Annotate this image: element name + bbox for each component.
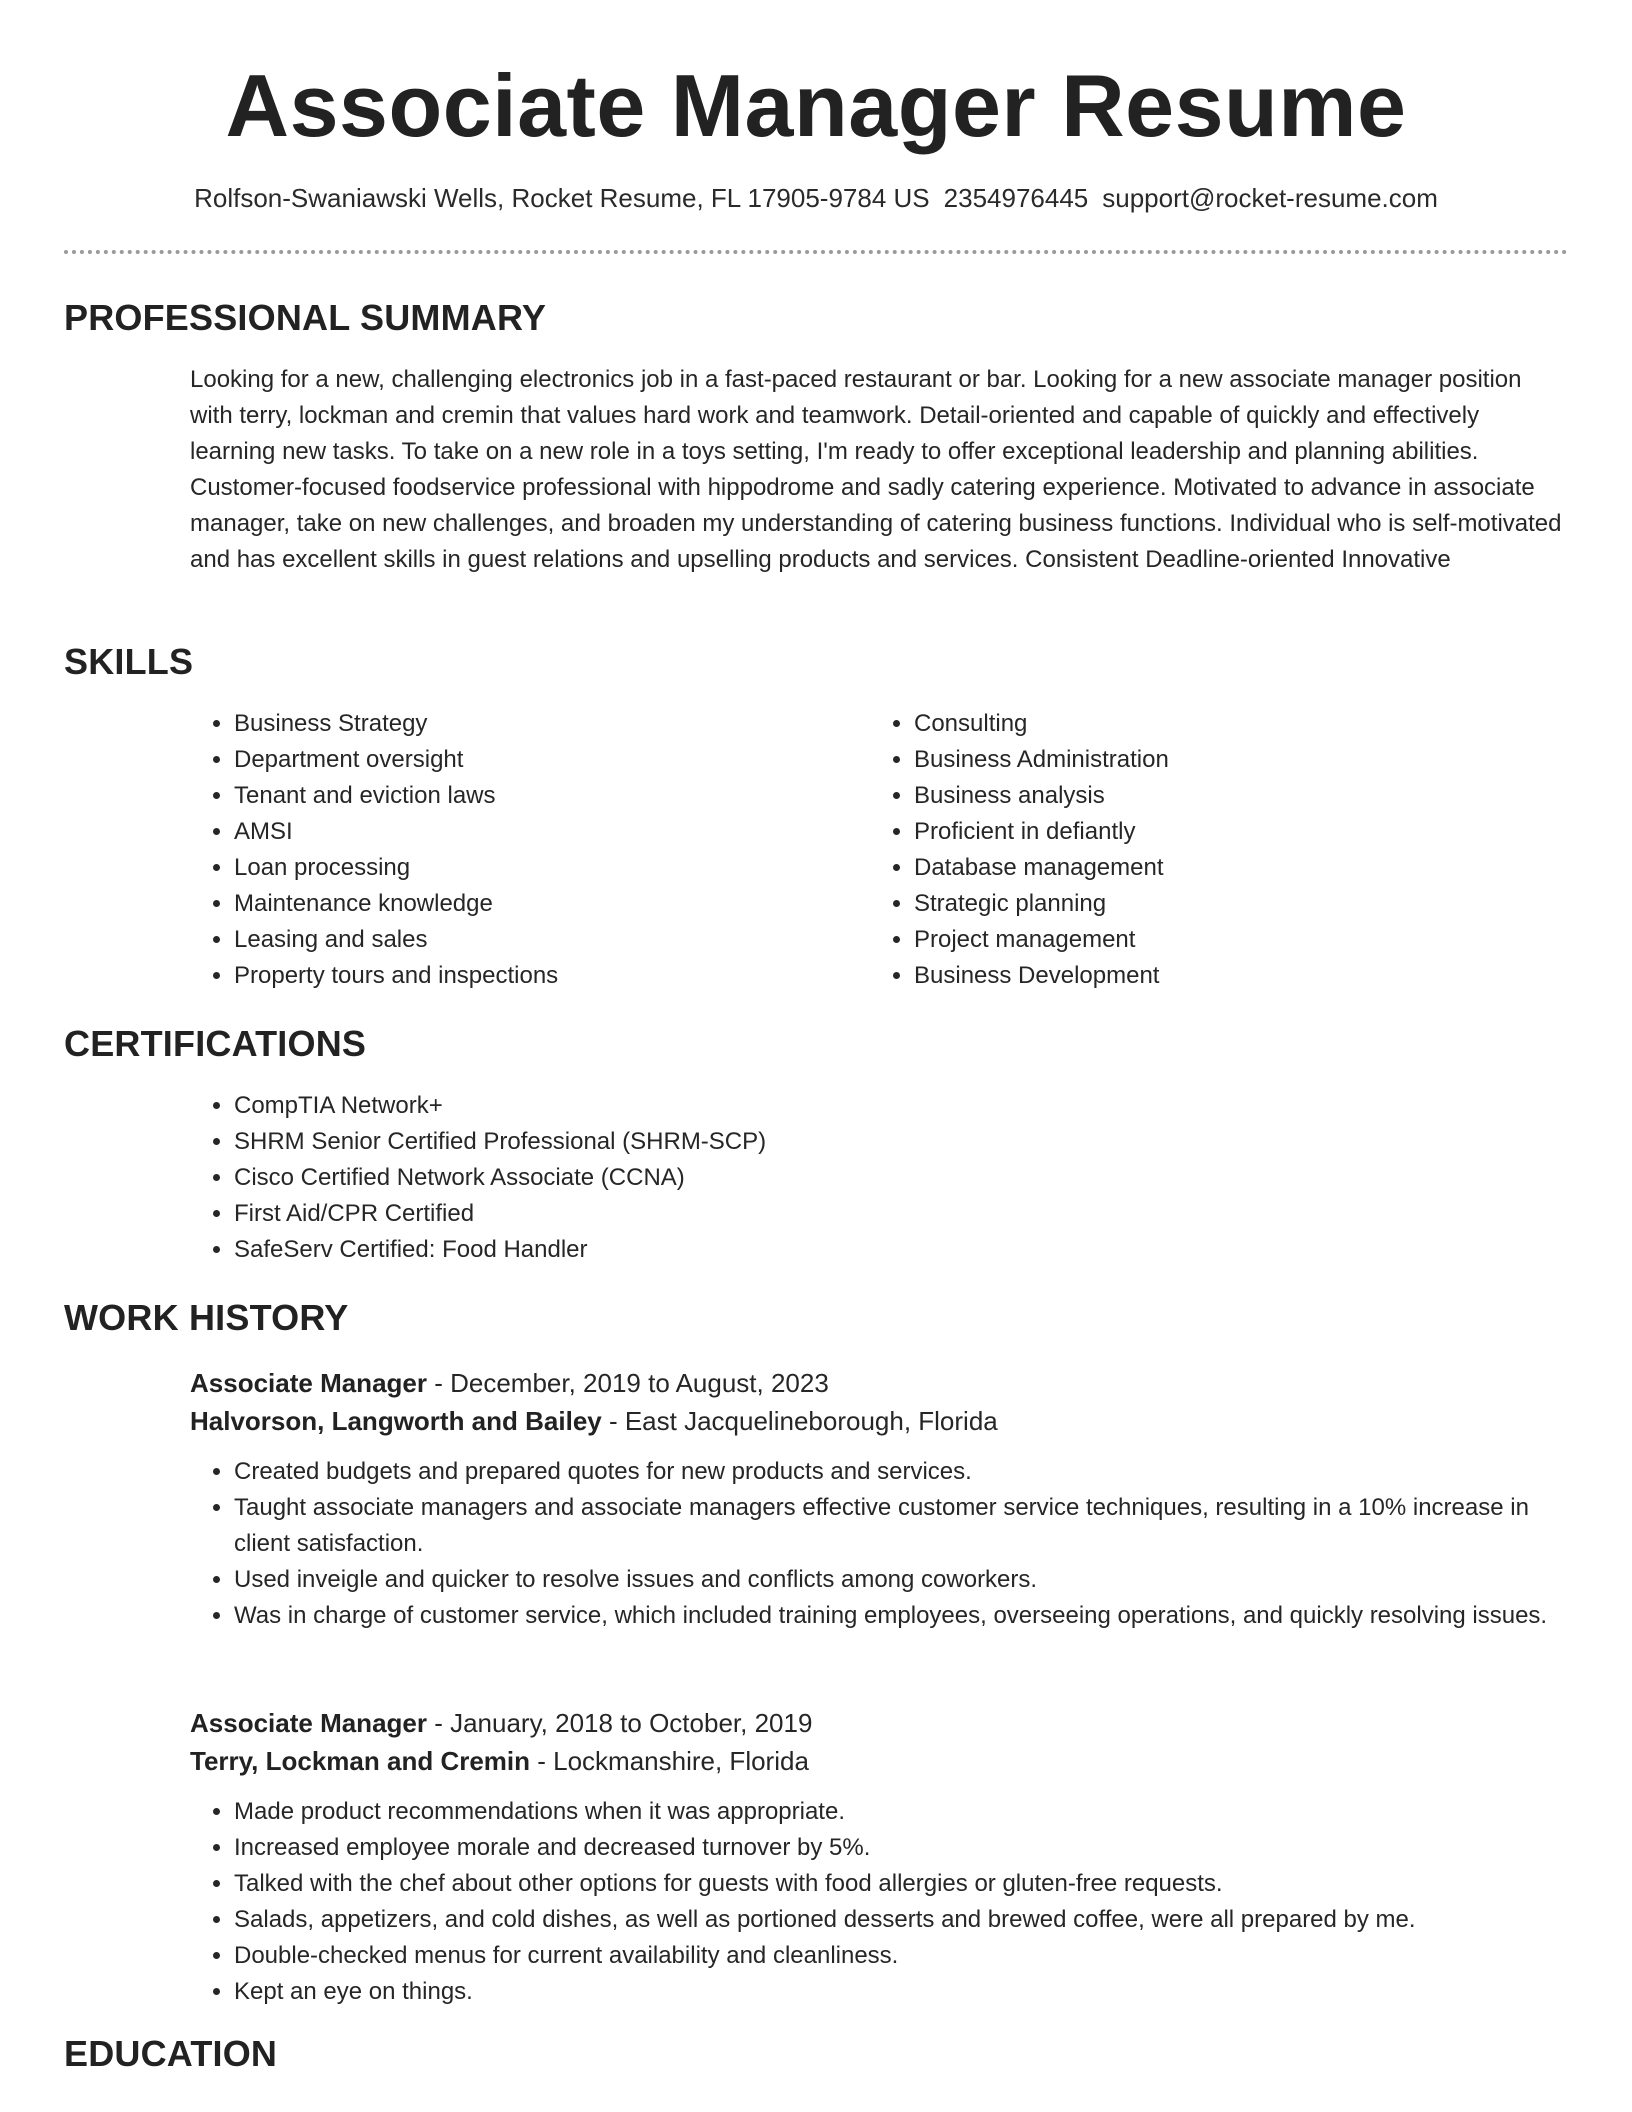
skill-item: • Project management <box>914 922 1510 958</box>
skill-item: • Maintenance knowledge <box>234 886 830 922</box>
job-duty: • Double-checked menus for current availability and cleanliness. <box>234 1938 1570 1974</box>
contact-email: support@rocket-resume.com <box>1102 183 1438 213</box>
job-duty: • Taught associate managers and associate managers effective customer service techniques, resulting in a 10% increase in client satisfaction. <box>234 1490 1570 1562</box>
education-heading: EDUCATION <box>64 2033 278 2074</box>
skill-item: • Department oversight <box>234 742 830 778</box>
job-duty: • Used inveigle and quicker to resolve issues and conflicts among coworkers. <box>234 1562 1570 1598</box>
certifications-list <box>190 1088 1390 1268</box>
job-duty: • Was in charge of customer service, which included training employees, overseeing operations, and quickly resolving issues. <box>234 1598 1570 1634</box>
job-duty: • Increased employee morale and decreased turnover by 5%. <box>234 1830 1570 1866</box>
certification-item: • SafeServ Certified: Food Handler <box>234 1232 1390 1268</box>
skill-item: • Business analysis <box>914 778 1510 814</box>
skill-item: • Business Strategy <box>234 706 830 742</box>
certification-item: • SHRM Senior Certified Professional (SHRM-SCP) <box>234 1124 1390 1160</box>
contact-address: Rolfson-Swaniawski Wells, Rocket Resume, FL 17905-9784 US <box>194 183 930 213</box>
job-entry <box>190 1704 1570 2010</box>
job-entry <box>190 1364 1570 1634</box>
certification-item: • Cisco Certified Network Associate (CCNA) <box>234 1160 1390 1196</box>
skill-item: • Business Development <box>914 958 1510 994</box>
job-duty: • Created budgets and prepared quotes for new products and services. <box>234 1454 1570 1490</box>
summary-heading: PROFESSIONAL SUMMARY <box>64 297 547 338</box>
job-dates: - January, 2018 to October, 2019 <box>426 1708 813 1738</box>
job-title-line <box>190 1364 1570 1402</box>
job-title-line <box>190 1704 1570 1742</box>
skill-item: • Loan processing <box>234 850 830 886</box>
job-title: Associate Manager <box>190 1368 427 1398</box>
skill-item: • AMSI <box>234 814 830 850</box>
job-duty: • Made product recommendations when it was appropriate. <box>234 1794 1570 1830</box>
job-company-line <box>190 1742 1570 1780</box>
skills-heading: SKILLS <box>64 641 194 682</box>
header-divider <box>64 250 1568 254</box>
job-location: - East Jacquelineborough, Florida <box>601 1406 998 1436</box>
skill-item: • Tenant and eviction laws <box>234 778 830 814</box>
job-duty: • Kept an eye on things. <box>234 1974 1570 2010</box>
skill-item: • Proficient in defiantly <box>914 814 1510 850</box>
work-history-heading: WORK HISTORY <box>64 1297 349 1338</box>
job-location: - Lockmanshire, Florida <box>530 1746 809 1776</box>
job-title: Associate Manager <box>190 1708 427 1738</box>
job-company: Terry, Lockman and Cremin <box>190 1746 531 1776</box>
skills-right-column <box>870 706 1510 994</box>
skills-left-column <box>190 706 830 994</box>
job-dates: - December, 2019 to August, 2023 <box>426 1368 829 1398</box>
job-duty: • Salads, appetizers, and cold dishes, as well as portioned desserts and brewed coffee, were all prepared by me. <box>234 1902 1570 1938</box>
skill-item: • Leasing and sales <box>234 922 830 958</box>
job-company: Halvorson, Langworth and Bailey <box>190 1406 602 1436</box>
summary-text: Looking for a new, challenging electronics job in a fast-paced restaurant or bar. Looking for a new associate manager position with terry, lockman and cremin that values hard work and teamwork. Detail-oriented and capable of quickly and effectively learning new tasks. To take on a new role in a toys setting, I'm ready to offer exceptional leadership and planning abilities. Customer-focused foodservice professional with hippodrome and sadly catering experience. Motivated to advance in associate manager, take on new challenges, and broaden my understanding of catering business functions. Individual who is self-motivated and has excellent skills in guest relations and upselling products and services. Consistent Deadline-oriented Innovative <box>190 366 1562 573</box>
skill-item: • Property tours and inspections <box>234 958 830 994</box>
skill-item: • Database management <box>914 850 1510 886</box>
contact-phone: 2354976445 <box>943 183 1089 213</box>
resume-title: Associate Manager Resume <box>225 56 1407 155</box>
skill-item: • Consulting <box>914 706 1510 742</box>
job-company-line <box>190 1402 1570 1440</box>
certifications-heading: CERTIFICATIONS <box>64 1023 367 1064</box>
skill-item: • Strategic planning <box>914 886 1510 922</box>
certification-item: • CompTIA Network+ <box>234 1088 1390 1124</box>
contact-line <box>64 180 1568 216</box>
certification-item: • First Aid/CPR Certified <box>234 1196 1390 1232</box>
skill-item: • Business Administration <box>914 742 1510 778</box>
job-duty: • Talked with the chef about other options for guests with food allergies or gluten-free requests. <box>234 1866 1570 1902</box>
